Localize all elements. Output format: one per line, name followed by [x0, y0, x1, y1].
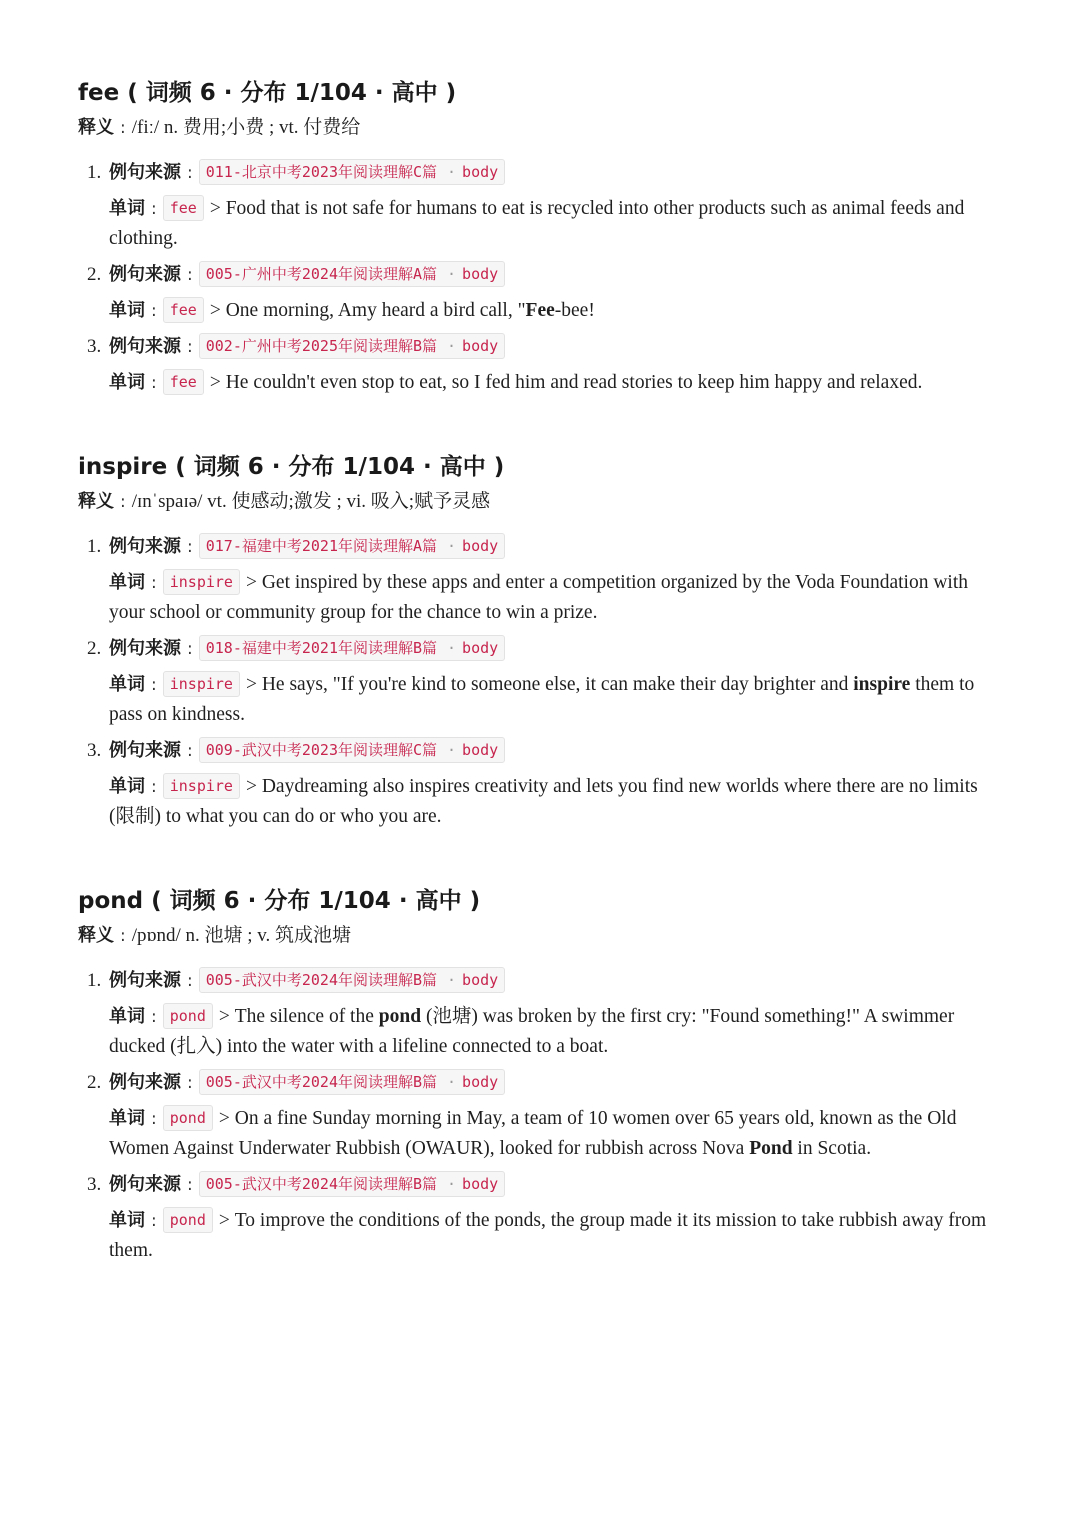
source-code	[199, 333, 505, 359]
entry-title: pond ( 词频 6 · 分布 1/104 · 高中 )	[78, 888, 481, 914]
example-sentence	[109, 1210, 986, 1261]
document-page	[78, 76, 1008, 1318]
entry-title: fee ( 词频 6 · 分布 1/104 · 高中 )	[78, 80, 457, 106]
source-name: 002-广州中考2025年阅读理解B篇	[205, 337, 438, 355]
example-item	[78, 634, 1008, 730]
definition-label: 释义	[78, 491, 114, 512]
highlighted-word: pond	[378, 1006, 422, 1027]
source-separator: ·	[447, 741, 457, 759]
source-section: body	[462, 1073, 499, 1091]
example-number: 2.	[87, 638, 102, 659]
source-code	[199, 1069, 505, 1095]
word-label: 单词	[109, 300, 145, 321]
example-sentence-line	[109, 772, 1008, 832]
word-entry	[78, 884, 1008, 1266]
source-section: body	[462, 741, 499, 759]
arrow-glyph: >	[209, 300, 221, 321]
source-label: 例句来源	[109, 638, 181, 659]
sentence-part: He couldn't even stop to eat, so I fed him and read stories to keep him happy and relaxed.	[225, 372, 923, 393]
source-label: 例句来源	[109, 536, 181, 557]
source-separator: ·	[447, 971, 457, 989]
example-item	[78, 532, 1008, 628]
sentence-part: in Scotia.	[792, 1138, 872, 1159]
example-sentence-line	[109, 568, 1008, 628]
example-source-line	[109, 158, 1008, 188]
word-entry	[78, 76, 1008, 398]
source-name: 005-武汉中考2024年阅读理解B篇	[205, 1175, 438, 1193]
source-name: 018-福建中考2021年阅读理解B篇	[205, 639, 438, 657]
source-separator: ·	[447, 639, 457, 657]
example-list	[78, 158, 1008, 398]
source-code	[199, 1171, 505, 1197]
example-list	[78, 532, 1008, 832]
example-sentence-line	[109, 368, 1008, 398]
example-source-line	[109, 532, 1008, 562]
source-section: body	[462, 163, 499, 181]
source-section: body	[462, 337, 499, 355]
arrow-glyph: >	[218, 1006, 230, 1027]
word-colon: :	[151, 573, 157, 593]
source-colon: :	[187, 163, 193, 183]
definition-colon: :	[120, 118, 126, 138]
word-code: pond	[163, 1105, 213, 1131]
example-number: 2.	[87, 264, 102, 285]
source-code	[199, 967, 505, 993]
example-sentence-line	[109, 670, 1008, 730]
source-section: body	[462, 537, 499, 555]
example-sentence-line	[109, 1002, 1008, 1062]
source-name: 017-福建中考2021年阅读理解A篇	[205, 537, 438, 555]
source-colon: :	[187, 265, 193, 285]
entry-definition	[78, 488, 1008, 516]
example-sentence	[109, 198, 964, 249]
source-colon: :	[187, 1073, 193, 1093]
example-number: 1.	[87, 970, 102, 991]
source-label: 例句来源	[109, 1072, 181, 1093]
definition-colon: :	[120, 926, 126, 946]
definition-label: 释义	[78, 117, 114, 138]
example-source-line	[109, 260, 1008, 290]
example-number: 3.	[87, 336, 102, 357]
sentence-part: To improve the conditions of the ponds, the group made it its mission to take rubbish away from them.	[109, 1210, 987, 1261]
arrow-glyph: >	[218, 1210, 230, 1231]
word-code: fee	[163, 297, 204, 323]
source-code	[199, 635, 505, 661]
word-colon: :	[151, 1211, 157, 1231]
example-item	[78, 158, 1008, 254]
word-colon: :	[151, 1109, 157, 1129]
sentence-part: Food that is not safe for humans to eat is recycled into other products such as animal feeds and clothing.	[109, 198, 965, 249]
example-number: 2.	[87, 1072, 102, 1093]
example-number: 3.	[87, 1174, 102, 1195]
example-item	[78, 736, 1008, 832]
example-number: 3.	[87, 740, 102, 761]
arrow-glyph: >	[245, 776, 257, 797]
example-source-line	[109, 634, 1008, 664]
word-colon: :	[151, 373, 157, 393]
arrow-glyph: >	[209, 372, 221, 393]
example-list	[78, 966, 1008, 1266]
example-number: 1.	[87, 536, 102, 557]
highlighted-word: Fee	[525, 300, 555, 321]
source-colon: :	[187, 971, 193, 991]
example-sentence	[109, 1006, 954, 1057]
word-code: fee	[163, 195, 204, 221]
source-separator: ·	[447, 1073, 457, 1091]
word-code: pond	[163, 1003, 213, 1029]
word-label: 单词	[109, 572, 145, 593]
highlighted-word: Pond	[749, 1138, 793, 1159]
source-section: body	[462, 971, 499, 989]
word-code: inspire	[163, 569, 240, 595]
word-colon: :	[151, 1007, 157, 1027]
sentence-part: -bee!	[554, 300, 595, 321]
definition-colon: :	[120, 492, 126, 512]
word-entry	[78, 450, 1008, 832]
source-separator: ·	[447, 1175, 457, 1193]
arrow-glyph: >	[245, 572, 257, 593]
arrow-glyph: >	[209, 198, 221, 219]
example-item	[78, 1170, 1008, 1266]
word-label: 单词	[109, 372, 145, 393]
source-label: 例句来源	[109, 336, 181, 357]
source-name: 005-广州中考2024年阅读理解A篇	[205, 265, 438, 283]
source-section: body	[462, 1175, 499, 1193]
arrow-glyph: >	[218, 1108, 230, 1129]
example-sentence-line	[109, 1206, 1008, 1266]
sentence-part: One morning, Amy heard a bird call, "	[225, 300, 526, 321]
definition-text: /ɪnˈspaɪə/ vt. 使感动;激发 ; vi. 吸入;赋予灵感	[131, 491, 491, 512]
word-code: fee	[163, 369, 204, 395]
word-code: inspire	[163, 773, 240, 799]
sentence-part: The silence of the	[234, 1006, 379, 1027]
source-code	[199, 159, 505, 185]
source-separator: ·	[447, 337, 457, 355]
example-sentence-line	[109, 296, 1008, 326]
example-sentence	[226, 372, 923, 393]
example-sentence	[109, 1108, 956, 1159]
word-colon: :	[151, 301, 157, 321]
word-label: 单词	[109, 1006, 145, 1027]
word-label: 单词	[109, 674, 145, 695]
example-source-line	[109, 1170, 1008, 1200]
definition-text: /pɒnd/ n. 池塘 ; v. 筑成池塘	[131, 925, 352, 946]
source-separator: ·	[447, 163, 457, 181]
source-name: 005-武汉中考2024年阅读理解B篇	[205, 1073, 438, 1091]
source-code	[199, 261, 505, 287]
source-code	[199, 737, 505, 763]
sentence-part: On a fine Sunday morning in May, a team of 10 women over 65 years old, known as the Old Women Against Underwater Rubbish (OWAUR), looked for rubbish across Nova	[109, 1108, 957, 1159]
word-label: 单词	[109, 776, 145, 797]
example-item	[78, 332, 1008, 398]
definition-label: 释义	[78, 925, 114, 946]
arrow-glyph: >	[245, 674, 257, 695]
word-label: 单词	[109, 1210, 145, 1231]
source-colon: :	[187, 537, 193, 557]
example-item	[78, 260, 1008, 326]
example-item	[78, 966, 1008, 1062]
source-colon: :	[187, 337, 193, 357]
example-source-line	[109, 966, 1008, 996]
source-colon: :	[187, 639, 193, 659]
source-label: 例句来源	[109, 264, 181, 285]
definition-text: /fiː/ n. 费用;小费 ; vt. 付费给	[131, 117, 361, 138]
sentence-part: them to pass on kindness.	[109, 674, 975, 725]
source-section: body	[462, 265, 499, 283]
source-label: 例句来源	[109, 1174, 181, 1195]
example-sentence-line	[109, 194, 1008, 254]
source-colon: :	[187, 741, 193, 761]
word-code: inspire	[163, 671, 240, 697]
source-label: 例句来源	[109, 740, 181, 761]
source-separator: ·	[447, 265, 457, 283]
word-colon: :	[151, 675, 157, 695]
example-source-line	[109, 736, 1008, 766]
word-label: 单词	[109, 1108, 145, 1129]
word-colon: :	[151, 199, 157, 219]
source-code	[199, 533, 505, 559]
sentence-part: Daydreaming also inspires creativity and lets you find new worlds where there are no limits (限制) to what you can do or who you are.	[109, 776, 978, 827]
source-label: 例句来源	[109, 970, 181, 991]
source-name: 009-武汉中考2023年阅读理解C篇	[205, 741, 438, 759]
entry-title: inspire ( 词频 6 · 分布 1/104 · 高中 )	[78, 454, 505, 480]
entry-definition	[78, 922, 1008, 950]
word-label: 单词	[109, 198, 145, 219]
sentence-part: (池塘) was broken by the first cry: "Found something!" A swimmer ducked (扎入) into the water with a lifeline connected to a boat.	[109, 1006, 955, 1057]
source-label: 例句来源	[109, 162, 181, 183]
word-colon: :	[151, 777, 157, 797]
word-code: pond	[163, 1207, 213, 1233]
source-section: body	[462, 639, 499, 657]
highlighted-word: inspire	[853, 674, 911, 695]
sentence-part: Get inspired by these apps and enter a competition organized by the Voda Foundation with your school or community group for the chance to win a prize.	[109, 572, 969, 623]
sentence-part: He says, "If you're kind to someone else, it can make their day brighter and	[261, 674, 854, 695]
entry-definition	[78, 114, 1008, 142]
example-source-line	[109, 332, 1008, 362]
example-source-line	[109, 1068, 1008, 1098]
source-separator: ·	[447, 537, 457, 555]
example-item	[78, 1068, 1008, 1164]
example-number: 1.	[87, 162, 102, 183]
example-sentence	[226, 300, 595, 321]
source-name: 011-北京中考2023年阅读理解C篇	[205, 163, 438, 181]
source-colon: :	[187, 1175, 193, 1195]
example-sentence-line	[109, 1104, 1008, 1164]
source-name: 005-武汉中考2024年阅读理解B篇	[205, 971, 438, 989]
